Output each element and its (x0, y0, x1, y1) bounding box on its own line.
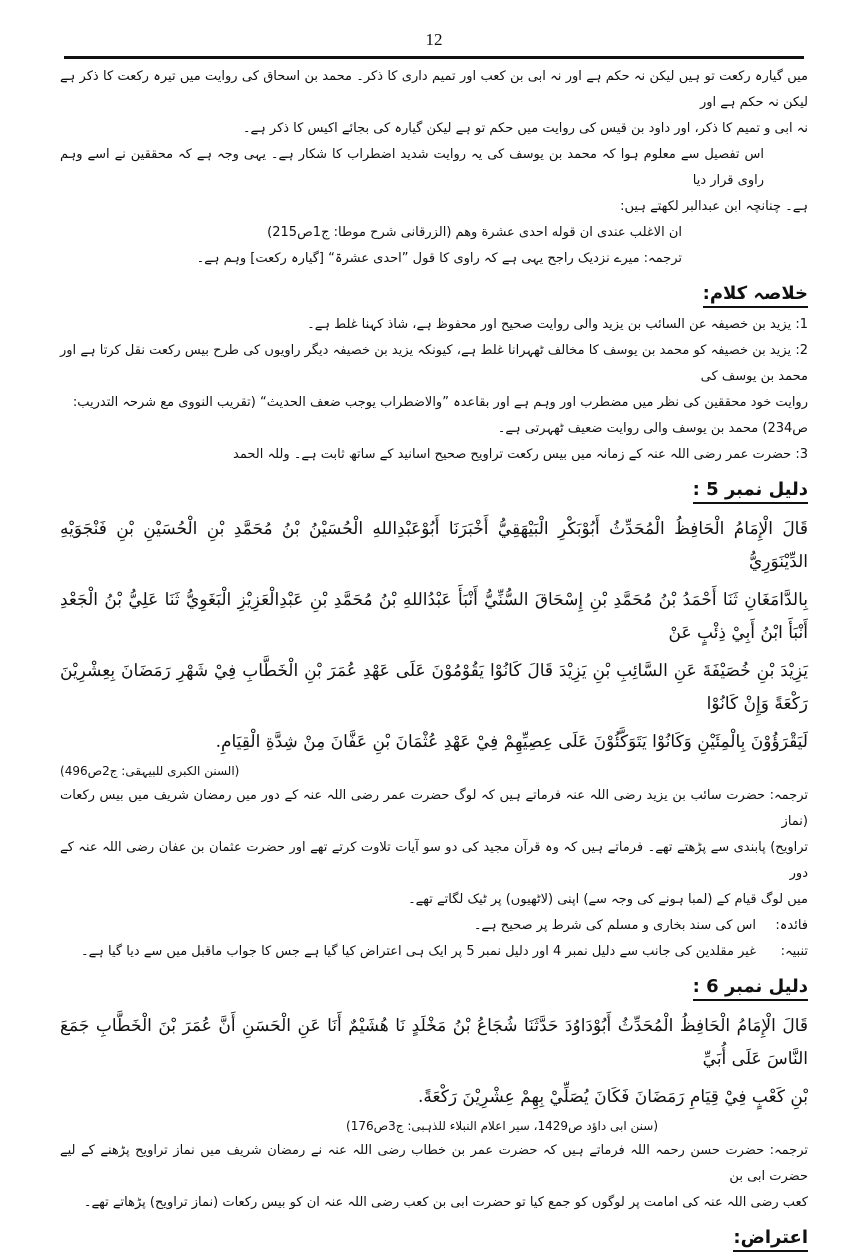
hadith-reference: (السنن الکبری للبیہقی: ج2ص496) (60, 764, 240, 778)
faida-note (60, 913, 808, 939)
arabic-hadith-line: بِالدَّامَغَانِ ثَنَا أَحْمَدُ بْنُ مُحَمَّدِ بْنِ إِسْحَاقَ السُّنِّيُّ أَنْبَأَ عَبْدُاللهِ بْنُ مُحَمَّدِ بْنِ عَبْدِالْعَزِيْزِ الْبَغَوِيُّ ثَنَا عَلِيُّ بْنُ الْجَعْدِ أَنْبَأَ ابْنُ أَبِيْ ذِئْبٍ عَنْ (60, 590, 808, 643)
translation-line: کعب رضی اللہ عنہ کی امامت پر لوگوں کو جمع کیا تو حضرت ابی بن کعب رضی اللہ عنہ ان کو بیس رکعات (نماز تراویح) پڑھاتے تھے۔ (83, 1195, 808, 1210)
page-body (60, 64, 808, 1248)
summary-point: 3: حضرت عمر رضی اللہ عنہ کے زمانہ میں بیس رکعت تراویح صحیح اسانید کے ساتھ ثابت ہے۔ وللہ الحمد (233, 447, 808, 462)
header-rule (64, 56, 804, 59)
summary-point: ص234) محمد بن یوسف والی روایت ضعیف ٹھہرتی ہے۔ (497, 421, 808, 436)
paragraph-line: میں گیارہ رکعت تو ہیں لیکن نہ حکم ہے اور نہ ابی بن کعب اور تمیم داری کا ذکر۔ محمد بن اسحاق کی روایت میں تیرہ رکعت کا ذکر ہے لیکن نہ حکم ہے اور (60, 69, 808, 110)
dalil-6-heading: دلیل نمبر 6 : (693, 975, 808, 1001)
translation-line: میں لوگ قیام کے (لمبا ہونے کی وجہ سے) اپنی (لاٹھیوں) پر ٹیک لگاتے تھے۔ (408, 892, 808, 907)
arabic-hadith-line: قَالَ الْإِمَامُ الْحَافِظُ الْمُحَدِّثُ أَبُوْبَكْرِ الْبَيْهَقِيُّ أَخْبَرَنَا أَبُوْعَبْدِاللهِ الْحُسَيْنُ بْنُ مُحَمَّدِ بْنِ الْحُسَيْنِ بْنِ فَنْجَوَيْهِ الدِّيْنَوَرِيُّ (60, 519, 808, 572)
objection-heading: اعتراض: (733, 1226, 808, 1252)
faida-text: اس کی سند بخاری و مسلم کی شرط پر صحیح ہے۔ (473, 918, 756, 933)
paragraph-line: نہ ابی و تمیم کا ذکر، اور داود بن قیس کی روایت میں حکم تو ہے لیکن گیارہ کی بجائے اکیس کا ذکر ہے۔ (242, 121, 808, 136)
dalil-5-heading: دلیل نمبر 5 : (693, 478, 808, 504)
faida-label: فائدہ: (775, 918, 808, 933)
tanbeeh-text: غیر مقلدین کی جانب سے دلیل نمبر 4 اور دلیل نمبر 5 پر ایک ہی اعتراض کیا گیا ہے جس کا جواب ماقبل میں سے دیا گیا ہے۔ (81, 944, 756, 959)
translation-line: ترجمہ: حضرت حسن رحمہ اللہ فرماتے ہیں کہ حضرت عمر بن خطاب رضی اللہ عنہ نے رمضان شریف میں نماز تراویح پڑھنے کے لیے حضرت ابی بن (60, 1143, 808, 1184)
hadith-reference: (سنن ابی داؤد ص1429، سیر اعلام النبلاء للذہبی: ج3ص176) (346, 1119, 658, 1133)
tanbeeh-label: تنبیہ: (780, 944, 808, 959)
paragraph-line: اس تفصیل سے معلوم ہوا کہ محمد بن یوسف کی یہ روایت شدید اضطراب کا شکار ہے۔ یہی وجہ ہے کہ محققین نے اسے وہم راوی قرار دیا (60, 147, 764, 188)
paragraph-line: ہے۔ چنانچہ ابن عبدالبر لکھتے ہیں: (620, 199, 808, 214)
summary-point: روایت خود محققین کی نظر میں مضطرب اور وہم ہے اور بقاعدہ ”والاضطراب یوجب ضعف الحدیث“ (تقریب النووی مع شرحہ التدریب: (72, 395, 808, 410)
arabic-hadith-line: لَيَقْرَؤُوْنَ بِالْمِئَيْنِ وَكَانُوْا يَتَوَكَّئُوْنَ عَلَى عِصِيِّهِمْ فِيْ عَهْدِ عُثْمَانَ بْنِ عَفَّانَ مِنْ شِدَّةِ الْقِيَامِ. (215, 732, 808, 752)
summary-heading: خلاصہ کلام: (703, 282, 808, 308)
tanbeeh-note (60, 939, 808, 965)
summary-point: 1: یزید بن خصیفہ عن السائب بن یزید والی روایت صحیح اور محفوظ ہے، شاذ کہنا غلط ہے۔ (307, 317, 808, 332)
arabic-quote: ان الاغلب عندی ان قوله احدی عشرة وهم (الزرقانی شرح موطا: ج1ص215) (267, 225, 682, 240)
translation-line: ترجمہ: حضرت سائب بن یزید رضی اللہ عنہ فرماتے ہیں کہ لوگ حضرت عمر رضی اللہ عنہ کے دور میں رمضان شریف میں بیس رکعات (نماز (60, 788, 808, 829)
summary-point: 2: یزید بن خصیفہ کو محمد بن یوسف کا مخالف ٹھہرانا غلط ہے، کیونکہ یزید بن خصیفہ دیگر راویوں کی طرح بیس رکعت نقل کرتا ہے اور محمد بن یوسف کی (60, 343, 808, 384)
arabic-hadith-line: يَزِيْدَ بْنِ خُصَيْفَةَ عَنِ السَّائِبِ بْنِ يَزِيْدَ قَالَ كَانُوْا يَقُوْمُوْنَ عَلَى عَهْدِ عُمَرَ بْنِ الْخَطَّابِ فِيْ شَهْرِ رَمَضَانَ بِعِشْرِيْنَ رَكْعَةً وَإِنْ كَانُوْا (60, 661, 808, 714)
arabic-hadith-line: بْنِ كَعْبٍ فِيْ قِيَامِ رَمَضَانَ فَكَانَ يُصَلِّيْ بِهِمْ عِشْرِيْنَ رَكْعَةً. (418, 1087, 808, 1107)
page-number: 12 (425, 30, 443, 49)
arabic-hadith-line: قَالَ الْإِمَامُ الْحَافِظُ الْمُحَدِّثُ أَبُوْدَاوُدَ حَدَّثَنَا شُجَاعُ بْنُ مَخْلَدٍ نَا هُشَيْمٌ أَنَا عَنِ الْحَسَنِ أَنَّ عُمَرَ بْنَ الْخَطَّابِ جَمَعَ النَّاسَ عَلَى أُبَيِّ (60, 1016, 808, 1069)
translation-line: تراویح) پابندی سے پڑھتے تھے۔ فرماتے ہیں کہ وہ قرآن مجید کی دو سو آیات تلاوت کرتے تھے اور حضرت عثمان بن عفان رضی اللہ عنہ کے دور (60, 840, 808, 881)
quote-translation: ترجمہ: میرے نزدیک راجح یہی ہے کہ راوی کا قول ”احدی عشرۃ“ [گیارہ رکعت] وہم ہے۔ (196, 251, 682, 266)
